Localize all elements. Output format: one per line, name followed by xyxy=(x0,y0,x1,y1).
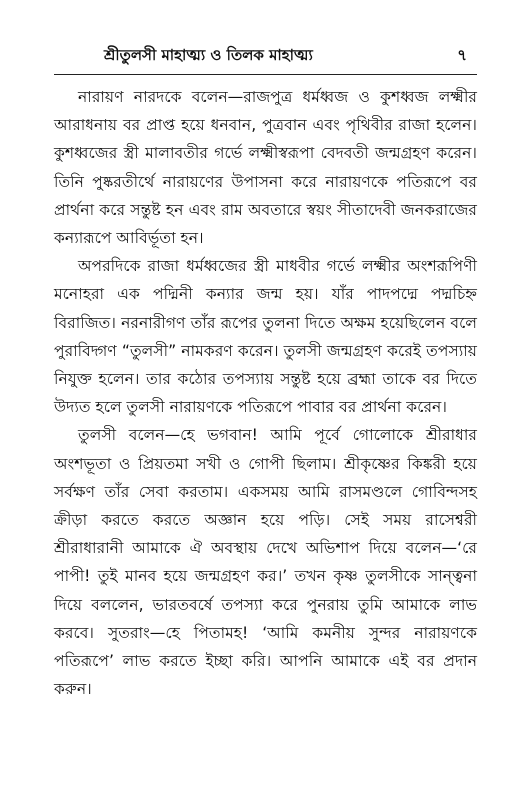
paragraph: তুলসী বলেন—হে ভগবান! আমি পূর্বে গোলোকে শ্রীরাধার অংশভূতা ও প্রিয়তমা সখী ও গোপী ছিলাম। শ্রীকৃষ্ণের কিঙ্করী হয়ে সর্বক্ষণ তাঁর সেবা করতাম। একসময় আমি রাসমণ্ডলে গোবিন্দসহ ক্রীড়া করতে করতে অজ্ঞান হয়ে পড়ি। সেই সময় রাসেশ্বরী শ্রীরাধারানী আমাকে ঐ অবস্থায় দেখে অভিশাপ দিয়ে বলেন—‘রে পাপী! তুই মানব হয়ে জন্মগ্রহণ কর।’ তখন কৃষ্ণ তুলসীকে সান্ত্বনা দিয়ে বললেন, ভারতবর্ষে তপস্যা করে পুনরায় তুমি আমাকে লাভ করবে। সুতরাং—হে পিতামহ! ‘আমি কমনীয় সুন্দর নারায়ণকে পতিরূপে’ লাভ করতে ইচ্ছা করি। আপনি আমাকে এই বর প্রদান করুন। xyxy=(54,426,477,699)
paragraph: নারায়ণ নারদকে বলেন—রাজপুত্র ধর্মধ্বজ ও কুশধ্বজ লক্ষ্মীর আরাধনায় বর প্রাপ্ত হয়ে ধনবান, পুত্রবান এবং পৃথিবীর রাজা হলেন। কুশধ্বজের স্ত্রী মালাবতীর গর্ভে লক্ষ্মীস্বরূপা বেদবতী জন্মগ্রহণ করেন। তিনি পুষ্করতীর্থে নারায়ণের উপাসনা করে নারায়ণকে পতিরূপে বর প্রার্থনা করে সন্তুষ্ট হন এবং রাম অবতারে স্বয়ং সীতাদেবী জনকরাজের কন্যারূপে আবির্ভূতা হন। xyxy=(54,88,477,248)
running-header xyxy=(54,44,477,74)
paragraph: অপরদিকে রাজা ধর্মধ্বজের স্ত্রী মাধবীর গর্ভে লক্ষ্মীর অংশরূপিণী মনোহরা এক পদ্মিনী কন্যার জন্ম হয়। যাঁর পাদপদ্মে পদ্মচিহ্ন বিরাজিত। নরনারীগণ তাঁর রূপের তুলনা দিতে অক্ষম হয়েছিলেন বলে পুরাবিদ্গণ “তুলসী” নামকরণ করেন। তুলসী জন্মগ্রহণ করেই তপস্যায় নিযুক্ত হলেন। তার কঠোর তপস্যায় সন্তুষ্ট হয়ে ব্রহ্মা তাকে বর দিতে উদ্যত হলে তুলসী নারায়ণকে পতিরূপে পাবার বর প্রার্থনা করেন। xyxy=(54,257,477,417)
running-title: শ্রীতুলসী মাহাত্ম্য ও তিলক মাহাত্ম্য xyxy=(104,46,313,64)
page-number: ৭ xyxy=(457,46,467,64)
body-text xyxy=(54,83,477,703)
header-rule xyxy=(54,74,477,75)
